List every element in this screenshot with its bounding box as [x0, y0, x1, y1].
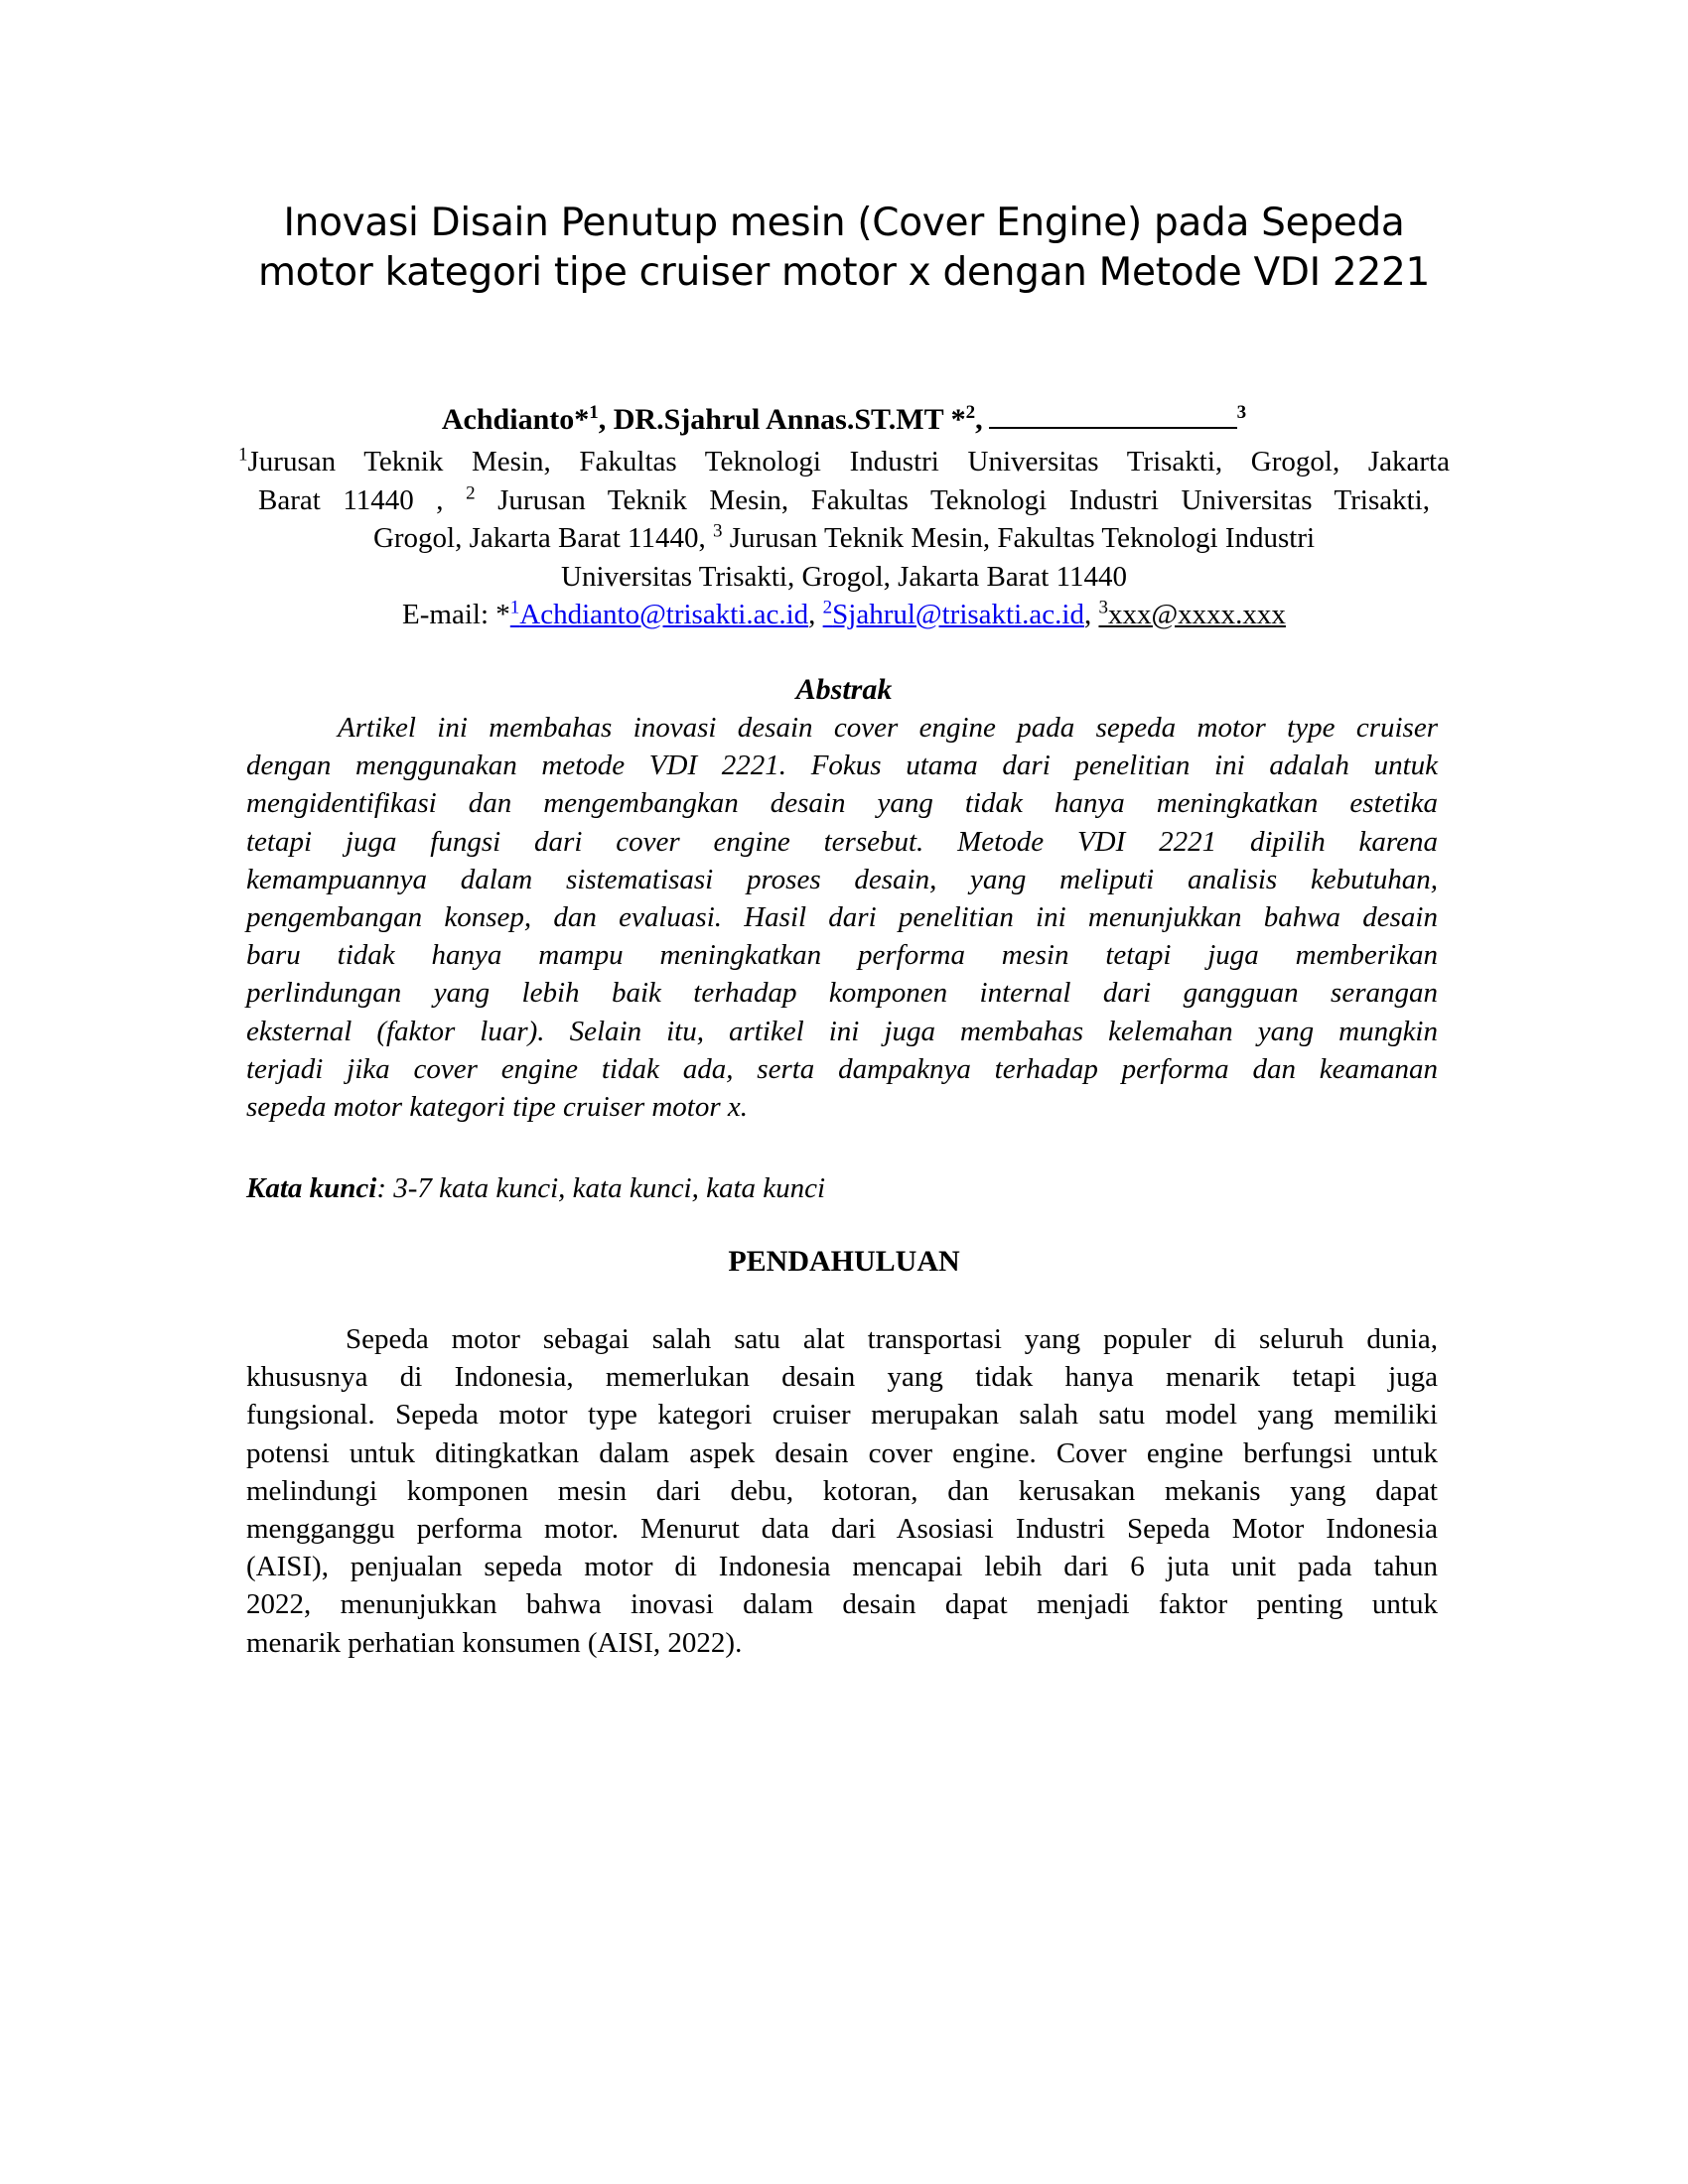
abstract-heading: Abstrak	[795, 673, 893, 706]
introduction-body	[246, 1320, 1438, 1662]
body-line: (AISI), penjualan sepeda motor di Indonesia mencapai lebih dari 6 juta unit pada tahun	[246, 1551, 1438, 1583]
abstract-line: baru tidak hanya mampu meningkatkan performa mesin tetapi juga memberikan	[246, 939, 1438, 972]
affiliation-line: Universitas Trisakti, Grogol, Jakarta Barat 11440	[561, 560, 1127, 593]
abstract-line: Artikel ini membahas inovasi desain cover engine pada sepeda motor type cruiser	[338, 712, 1438, 744]
keywords	[246, 1169, 1438, 1207]
email-mark: 3	[1098, 597, 1108, 618]
body-line: khususnya di Indonesia, memerlukan desain yang tidak hanya menarik tetapi juga	[246, 1361, 1438, 1394]
abstract-line: sepeda motor kategori tipe cruiser motor x.	[246, 1091, 749, 1124]
abstract-line: terjadi jika cover engine tidak ada, serta dampaknya terhadap performa dan keamanan	[246, 1052, 1438, 1085]
author-blank-line	[989, 401, 1237, 429]
abstract-line: pengembangan konsep, dan evaluasi. Hasil dari penelitian ini menunjukkan bahwa desain	[246, 901, 1438, 934]
body-line: Sepeda motor sebagai salah satu alat transportasi yang populer di seluruh dunia,	[346, 1323, 1438, 1355]
email-link-2[interactable]	[823, 599, 1084, 630]
body-line: 2022, menunjukkan bahwa inovasi dalam desain dapat menjadi faktor penting untuk	[246, 1588, 1438, 1621]
body-line: mengganggu performa motor. Menurut data dari Asosiasi Industri Sepeda Motor Indonesia	[246, 1513, 1438, 1546]
email-address: Sjahrul@trisakti.ac.id	[832, 599, 1084, 630]
body-line: potensi untuk ditingkatkan dalam aspek desain cover engine. Cover engine berfungsi untuk	[246, 1436, 1438, 1469]
author-name: DR.Sjahrul Annas.ST.MT *	[613, 403, 966, 436]
body-line: fungsional. Sepeda motor type kategori cruiser merupakan salah satu model yang memiliki	[246, 1399, 1438, 1432]
affiliation-line	[238, 519, 1450, 558]
author-separator: ,	[598, 403, 614, 436]
keywords-label: Kata kunci	[246, 1172, 377, 1204]
affiliation-text: Jurusan Teknik Mesin, Fakultas Teknologi Industri Universitas Trisakti,	[475, 483, 1430, 516]
affiliation-text: Jurusan Teknik Mesin, Fakultas Teknologi Industri Universitas Trisakti, Grogol, Jakarta	[247, 446, 1450, 478]
affiliation-line	[238, 443, 1450, 481]
author-name: Achdianto*	[441, 403, 590, 436]
email-address: Achdianto@trisakti.ac.id	[519, 599, 809, 630]
affiliation-text: Grogol, Jakarta Barat 11440,	[372, 522, 713, 554]
author-separator: ,	[975, 403, 983, 436]
email-mark: 2	[822, 597, 833, 618]
body-line: menarik perhatian konsumen (AISI, 2022).	[246, 1626, 743, 1659]
paper-title	[199, 199, 1489, 298]
abstract-line: mengidentifikasi dan mengembangkan desain yang tidak hanya meningkatkan estetika	[246, 787, 1438, 820]
affiliation-text: Jurusan Teknik Mesin, Fakultas Teknologi Industri	[722, 522, 1316, 554]
section-heading-introduction: PENDAHULUAN	[728, 1245, 960, 1278]
affiliation-text: Barat 11440 ,	[258, 483, 467, 516]
abstract-line: perlindungan yang lebih baik terhadap komponen internal dari gangguan serangan	[246, 977, 1438, 1010]
author-affiliation-mark: 1	[589, 402, 599, 423]
keywords-value: : 3-7 kata kunci, kata kunci, kata kunci	[376, 1172, 826, 1204]
affiliation-mark: 1	[238, 444, 248, 466]
affiliation-mark: 3	[712, 520, 723, 542]
email-label: E-mail: *	[402, 599, 510, 630]
affiliation-mark: 2	[466, 481, 476, 503]
title-line: motor kategori tipe cruiser motor x dengan Metode VDI 2221	[257, 250, 1430, 295]
affiliation-line	[238, 481, 1450, 520]
body-line: melindungi komponen mesin dari debu, kotoran, dan kerusakan mekanis yang dapat	[246, 1474, 1438, 1507]
email-line	[238, 596, 1450, 634]
abstract-line: dengan menggunakan metode VDI 2221. Fokus utama dari penelitian ini adalah untuk	[246, 750, 1438, 782]
email-link-1[interactable]	[510, 599, 808, 630]
email-address: xxx@xxxx.xxx	[1107, 599, 1286, 630]
email-separator: ,	[1083, 599, 1099, 630]
abstract-line: tetapi juga fungsi dari cover engine tersebut. Metode VDI 2221 dipilih karena	[246, 825, 1438, 858]
email-mark: 1	[509, 597, 520, 618]
abstract-body	[246, 709, 1438, 1126]
abstract-line: kemampuannya dalam sistematisasi proses desain, yang meliputi analisis kebutuhan,	[246, 863, 1438, 895]
email-separator: ,	[808, 599, 823, 630]
abstract-line: eksternal (faktor luar). Selain itu, artikel ini juga membahas kelemahan yang mungkin	[246, 1015, 1438, 1047]
author-affiliation-mark: 2	[965, 402, 976, 423]
author-affiliation-mark: 3	[1236, 402, 1247, 423]
affiliations	[238, 443, 1450, 634]
email-placeholder-3	[1098, 599, 1285, 630]
author-list	[199, 401, 1489, 439]
title-line: Inovasi Disain Penutup mesin (Cover Engine) pada Sepeda	[283, 201, 1405, 245]
